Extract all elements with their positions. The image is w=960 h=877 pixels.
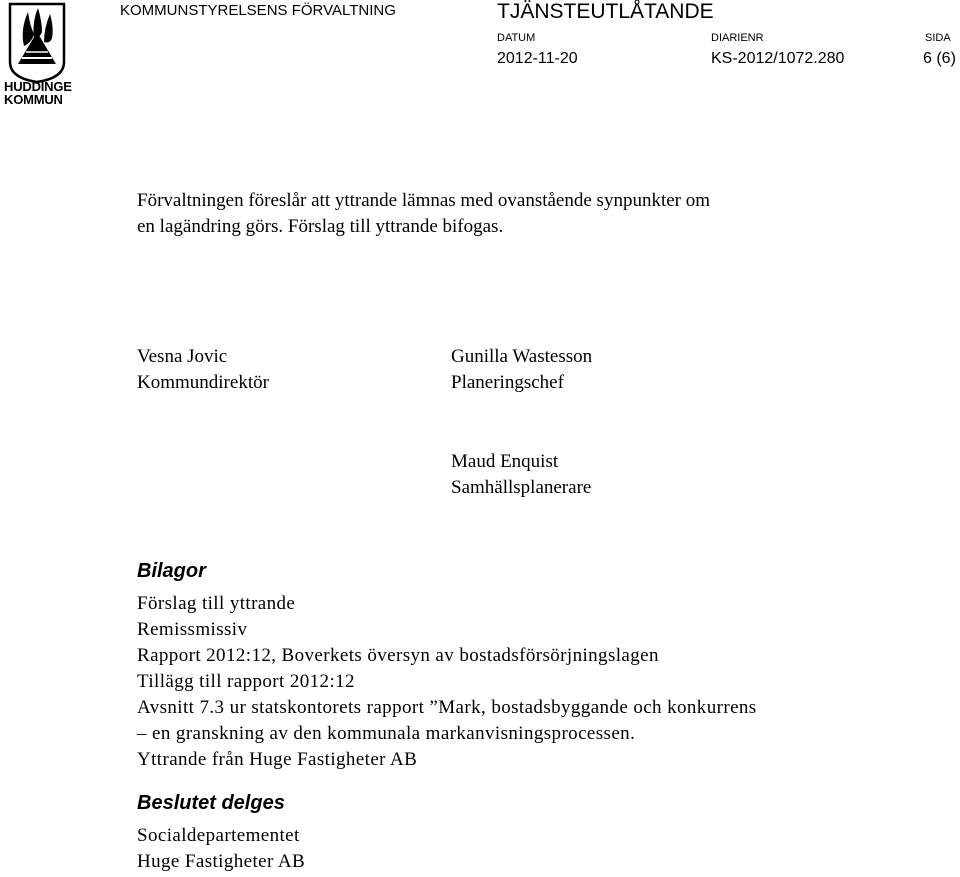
diary-number-label: DIARIENR [711, 32, 764, 44]
page-number: 6 (6) [923, 50, 956, 67]
logo-line-1: HUDDINGE [4, 79, 72, 94]
attachment-item: Avsnitt 7.3 ur statskontorets rapport ”Mark, bostadsbyggande och konkurrens [137, 697, 757, 718]
diary-number-value: KS-2012/1072.280 [711, 50, 845, 67]
signatory-name: Gunilla Wastesson [451, 346, 593, 367]
signatory-title: Planeringschef [451, 372, 564, 393]
organization-name: KOMMUNSTYRELSENS FÖRVALTNING [120, 2, 396, 19]
signatory-name: Maud Enquist [451, 451, 559, 472]
signatory-title: Kommundirektör [137, 372, 269, 393]
signatory-name: Vesna Jovic [137, 346, 228, 367]
distribution-heading: Beslutet delges [137, 792, 285, 814]
page-label: SIDA [925, 32, 951, 44]
recipient-item: Huge Fastigheter AB [137, 851, 306, 872]
attachment-item: – en granskning av den kommunala markanvisningsprocessen. [137, 723, 636, 744]
signature-block [451, 344, 592, 396]
distribution-list [137, 823, 305, 875]
date-value: 2012-11-20 [497, 50, 578, 67]
document-type: TJÄNSTEUTLÅTANDE [497, 0, 714, 23]
paragraph-line: en lagändring görs. Förslag till yttrande bifogas. [137, 216, 504, 237]
signature-block [451, 449, 591, 501]
body-paragraph [137, 188, 710, 240]
logo-line-2: KOMMUN [4, 92, 63, 107]
attachment-item: Remissmissiv [137, 619, 248, 640]
signatory-title: Samhällsplanerare [451, 477, 592, 498]
attachment-item: Tillägg till rapport 2012:12 [137, 671, 355, 692]
attachments-heading: Bilagor [137, 560, 206, 582]
paragraph-line: Förvaltningen föreslår att yttrande lämnas med ovanstående synpunkter om [137, 190, 711, 211]
attachments-list [137, 591, 757, 773]
date-label: DATUM [497, 32, 536, 44]
attachment-item: Förslag till yttrande [137, 593, 296, 614]
recipient-item: Socialdepartementet [137, 825, 300, 846]
attachment-item: Yttrande från Huge Fastigheter AB [137, 749, 418, 770]
attachment-item: Rapport 2012:12, Boverkets översyn av bostadsförsörjningslagen [137, 645, 659, 666]
signature-block [137, 344, 269, 396]
